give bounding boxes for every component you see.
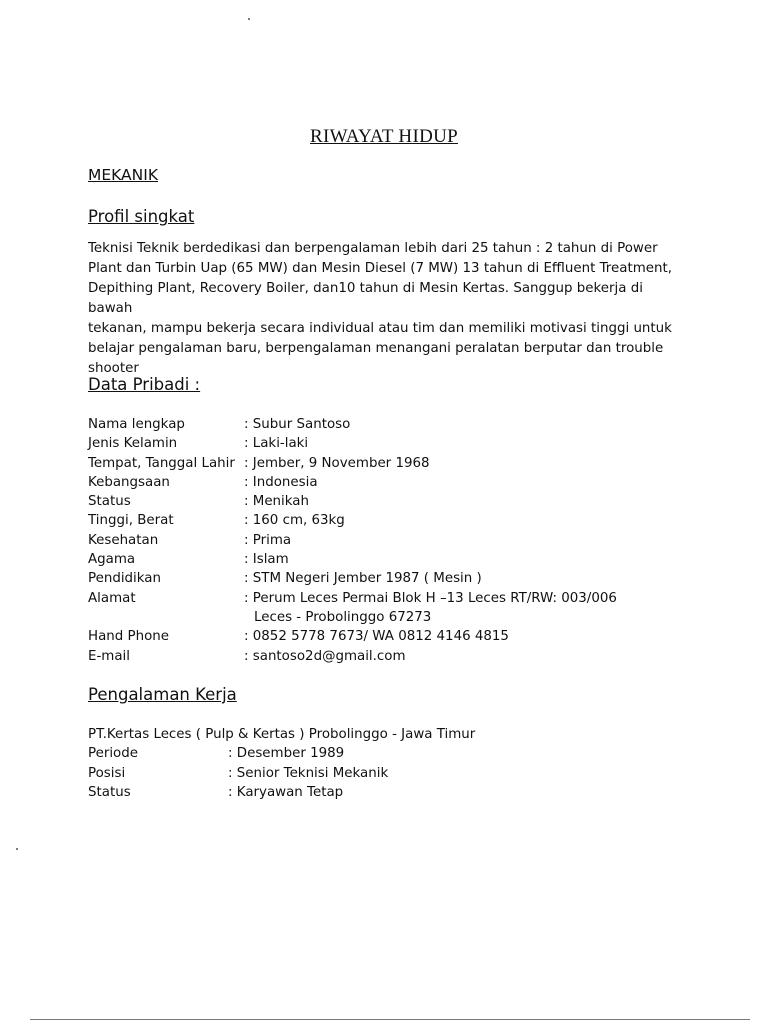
field-label: Alamat bbox=[88, 590, 136, 606]
work-row bbox=[88, 764, 475, 783]
field-value: : Jember, 9 November 1968 bbox=[244, 455, 430, 471]
field-value: : 160 cm, 63kg bbox=[244, 513, 345, 529]
personal-row bbox=[88, 492, 617, 511]
work-experience-list bbox=[88, 725, 475, 802]
personal-row bbox=[88, 511, 617, 530]
personal-row bbox=[88, 434, 617, 453]
field-label: Status bbox=[88, 784, 131, 800]
field-label: Hand Phone bbox=[88, 629, 169, 645]
personal-row bbox=[88, 454, 617, 473]
field-value: : STM Negeri Jember 1987 ( Mesin ) bbox=[244, 571, 482, 587]
field-value: : Menikah bbox=[244, 494, 309, 510]
personal-data-list bbox=[88, 415, 617, 666]
field-value: : Karyawan Tetap bbox=[228, 784, 344, 800]
personal-row bbox=[88, 569, 617, 588]
field-value: : 0852 5778 7673/ WA 0812 4146 4815 bbox=[244, 629, 509, 645]
field-label: Tempat, Tanggal Lahir bbox=[88, 455, 235, 471]
company-name: PT.Kertas Leces ( Pulp & Kertas ) Probolinggo - Jawa Timur bbox=[88, 727, 476, 742]
scan-speck bbox=[248, 18, 250, 20]
field-label: Pendidikan bbox=[88, 571, 161, 587]
profile-line: Plant dan Turbin Uap (65 MW) dan Mesin Diesel (7 MW) 13 tahun di Effluent Treatment, bbox=[88, 261, 672, 276]
field-label: Tinggi, Berat bbox=[88, 513, 174, 529]
scan-edge-line bbox=[30, 1019, 750, 1020]
work-experience-heading: Pengalaman Kerja bbox=[88, 685, 237, 704]
field-value: : Desember 1989 bbox=[228, 746, 345, 762]
field-value: : Indonesia bbox=[244, 474, 318, 490]
field-value: : Perum Leces Permai Blok H –13 Leces RT/RW: 003/006 bbox=[244, 590, 617, 606]
personal-row bbox=[88, 647, 617, 666]
work-row bbox=[88, 783, 475, 802]
field-label: Jenis Kelamin bbox=[88, 436, 178, 452]
position-subtitle: MEKANIK bbox=[88, 166, 158, 184]
profile-line: belajar pengalaman baru, berpengalaman menangani peralatan berputar dan trouble bbox=[88, 341, 664, 356]
address-continuation: Leces - Probolinggo 67273 bbox=[254, 609, 432, 625]
field-label: Posisi bbox=[88, 765, 126, 781]
field-value: : Subur Santoso bbox=[244, 417, 351, 432]
profile-line: Teknisi Teknik berdedikasi dan berpengalaman lebih dari 25 tahun : 2 tahun di Power bbox=[88, 241, 658, 256]
document-title: RIWAYAT HIDUP bbox=[309, 126, 458, 147]
field-label: Agama bbox=[88, 552, 136, 568]
profile-line: tekanan, mampu bekerja secara individual atau tim dan memiliki motivasi tinggi untuk bbox=[88, 321, 672, 336]
profile-paragraph bbox=[88, 239, 688, 379]
personal-row bbox=[88, 415, 617, 434]
profile-heading: Profil singkat bbox=[88, 207, 195, 226]
personal-data-heading: Data Pribadi : bbox=[88, 375, 201, 394]
field-value: : Prima bbox=[244, 532, 292, 548]
field-label: Periode bbox=[88, 746, 138, 762]
field-value: : Senior Teknisi Mekanik bbox=[228, 765, 389, 781]
field-label: Status bbox=[88, 494, 131, 510]
personal-row bbox=[88, 473, 617, 492]
field-label: Kebangsaan bbox=[88, 474, 170, 490]
personal-row bbox=[88, 550, 617, 569]
field-value: : Laki-laki bbox=[244, 436, 309, 452]
scan-speck bbox=[16, 848, 18, 850]
profile-line: Depithing Plant, Recovery Boiler, dan10 tahun di Mesin Kertas. Sanggup bekerja di bawah bbox=[88, 281, 643, 316]
field-label: Kesehatan bbox=[88, 532, 159, 548]
field-label: Nama lengkap bbox=[88, 417, 185, 432]
field-label: E-mail bbox=[88, 648, 130, 664]
work-row bbox=[88, 744, 475, 763]
personal-row bbox=[88, 627, 617, 646]
personal-row bbox=[88, 531, 617, 550]
field-value: : santoso2d@gmail.com bbox=[244, 648, 406, 664]
profile-line: shooter bbox=[88, 361, 139, 376]
field-value: : Islam bbox=[244, 552, 289, 568]
personal-row bbox=[88, 589, 617, 608]
